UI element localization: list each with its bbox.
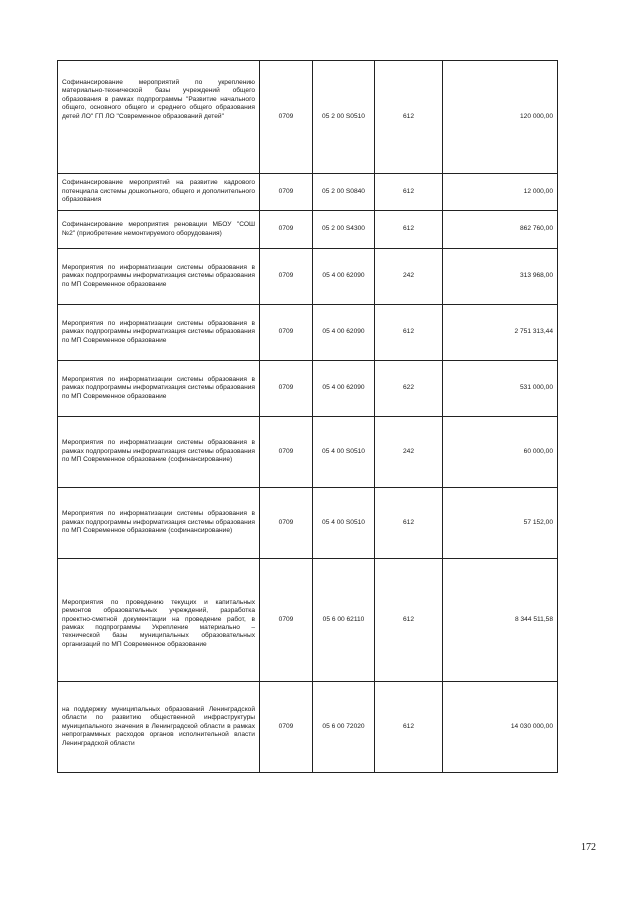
row-amount: 12 000,00 (443, 174, 558, 211)
row-expense-type: 242 (375, 249, 443, 305)
row-description: Мероприятия по информатизации системы образования в рамках подпрограммы информатизация системы образования по МП Современное образование (58, 305, 260, 361)
row-target-article: 05 4 00 62090 (313, 361, 375, 417)
page-number: 172 (581, 842, 596, 853)
row-target-article: 05 2 00 S0840 (313, 174, 375, 211)
row-section-code: 0709 (260, 305, 313, 361)
row-amount: 57 152,00 (443, 488, 558, 559)
row-expense-type: 612 (375, 488, 443, 559)
row-amount: 8 344 511,58 (443, 559, 558, 682)
row-description: Софинансирование мероприятий по укреплению материально-технической базы учреждений общего образования в рамках подпрограммы "Развитие начального общего, основного общего и среднего общего образования детей ЛО" ГП ЛО "Современное образований детей" (58, 61, 260, 174)
table-row (58, 682, 558, 773)
row-amount: 2 751 313,44 (443, 305, 558, 361)
row-description: Мероприятия по проведению текущих и капитальных ремонтов образовательных учреждений, разработка проектно-сметной документации на проведение работ, в рамках подпрограммы Укрепление материально – технической базы муниципальных образовательных организаций по МП Современное образование (58, 559, 260, 682)
row-target-article: 05 6 00 72020 (313, 682, 375, 773)
row-target-article: 05 2 00 S0510 (313, 61, 375, 174)
row-section-code: 0709 (260, 174, 313, 211)
row-expense-type: 612 (375, 559, 443, 682)
row-amount: 14 030 000,00 (443, 682, 558, 773)
row-section-code: 0709 (260, 249, 313, 305)
table-row (58, 417, 558, 488)
row-amount: 862 760,00 (443, 211, 558, 249)
row-amount: 531 000,00 (443, 361, 558, 417)
row-description: Софинансирование мероприятия реновации МБОУ "СОШ №2" (приобретение немонтируемого оборудования) (58, 211, 260, 249)
budget-table (57, 60, 558, 773)
row-target-article: 05 4 00 S0510 (313, 488, 375, 559)
row-description: Мероприятия по информатизации системы образования в рамках подпрограммы информатизация системы образования по МП Современное образование (софинансирование) (58, 417, 260, 488)
row-section-code: 0709 (260, 361, 313, 417)
row-target-article: 05 2 00 S4300 (313, 211, 375, 249)
row-expense-type: 612 (375, 211, 443, 249)
table-row (58, 305, 558, 361)
table-row (58, 361, 558, 417)
row-target-article: 05 6 00 62110 (313, 559, 375, 682)
row-expense-type: 612 (375, 174, 443, 211)
row-description: Мероприятия по информатизации системы образования в рамках подпрограммы информатизация системы образования по МП Современное образование (58, 249, 260, 305)
row-section-code: 0709 (260, 211, 313, 249)
row-amount: 60 000,00 (443, 417, 558, 488)
row-expense-type: 612 (375, 61, 443, 174)
row-target-article: 05 4 00 S0510 (313, 417, 375, 488)
row-section-code: 0709 (260, 61, 313, 174)
row-section-code: 0709 (260, 417, 313, 488)
table-row (58, 61, 558, 174)
row-target-article: 05 4 00 62090 (313, 305, 375, 361)
table-row (58, 559, 558, 682)
row-expense-type: 622 (375, 361, 443, 417)
table-row (58, 211, 558, 249)
row-section-code: 0709 (260, 488, 313, 559)
row-description: Софинансирование мероприятий на развитие кадрового потенциала системы дошкольного, общего и дополнительного образования (58, 174, 260, 211)
row-amount: 120 000,00 (443, 61, 558, 174)
row-description: Мероприятия по информатизации системы образования в рамках подпрограммы информатизация системы образования по МП Современное образование (58, 361, 260, 417)
table-row (58, 488, 558, 559)
row-description: на поддержку муниципальных образований Ленинградской области по развитию общественной инфраструктуры муниципального значения в Ленинградской области в рамках непрограммных расходов органов исполнительной власти Ленинградской области (58, 682, 260, 773)
row-amount: 313 968,00 (443, 249, 558, 305)
row-description: Мероприятия по информатизации системы образования в рамках подпрограммы информатизация системы образования по МП Современное образование (софинансирование) (58, 488, 260, 559)
row-target-article: 05 4 00 62090 (313, 249, 375, 305)
row-section-code: 0709 (260, 682, 313, 773)
row-expense-type: 242 (375, 417, 443, 488)
table-row (58, 249, 558, 305)
row-section-code: 0709 (260, 559, 313, 682)
table-row (58, 174, 558, 211)
row-expense-type: 612 (375, 305, 443, 361)
row-expense-type: 612 (375, 682, 443, 773)
